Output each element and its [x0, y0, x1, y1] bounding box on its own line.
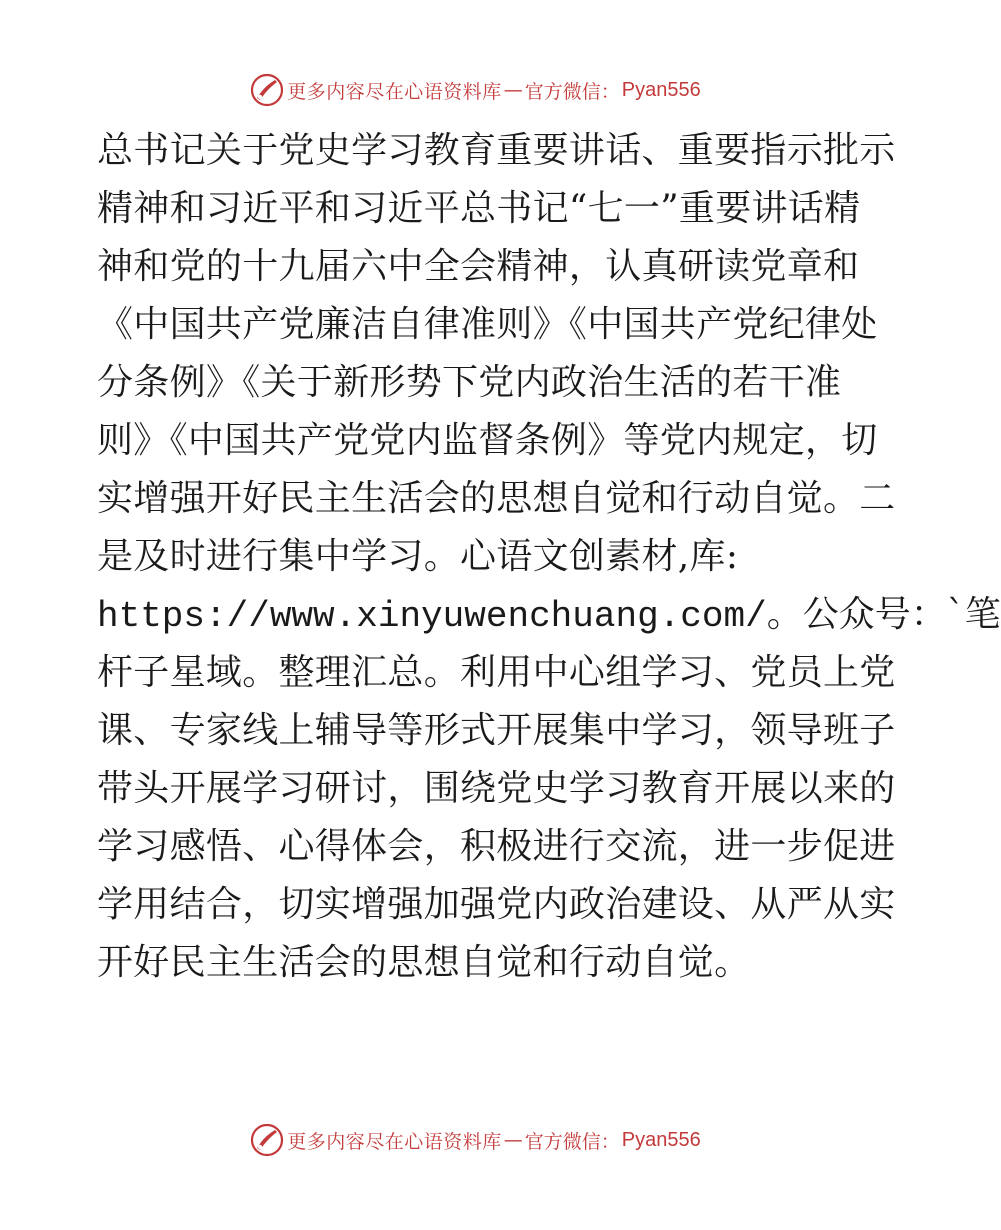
- footer-promo-text: 更多内容尽在心语资料库: [287, 1130, 502, 1153]
- body-line-7: 实增强开好民主生活会的思想自觉和行动自觉。二: [97, 478, 896, 519]
- header-wechat-label: 官方微信：: [524, 80, 620, 103]
- header-wechat-id: Pyan556: [621, 78, 701, 101]
- body-line-14: 学用结合，切实增强加强党内政治建设、从严从实: [97, 884, 896, 925]
- body-line-2: 精神和习近平和习近平总书记“七一”重要讲话精: [97, 188, 861, 229]
- footer-wechat-id: Pyan556: [621, 1128, 701, 1151]
- header-dash: —: [503, 79, 523, 101]
- footer-banner: [0, 1120, 950, 1160]
- document-body: [97, 122, 1001, 992]
- body-line-12: 带头开展学习研讨，围绕党史学习教育开展以来的: [97, 768, 896, 809]
- body-line-3: 神和党的十九届六中全会精神，认真研读党章和: [97, 246, 860, 287]
- body-line-8: 是及时进行集中学习。心语文创素材,库:: [97, 536, 739, 577]
- header-promo-text: 更多内容尽在心语资料库: [287, 80, 502, 103]
- body-line-1: 总书记关于党史学习教育重要讲话、重要指示批示: [97, 130, 896, 171]
- body-line-15: 开好民主生活会的思想自觉和行动自觉。: [97, 942, 751, 983]
- website-url[interactable]: https://www.xinyuwenchuang.com/: [97, 596, 767, 637]
- body-line-10: 杆子星域。整理汇总。利用中心组学习、党员上党: [97, 652, 896, 693]
- body-line-6: 则》《中国共产党党内监督条例》等党内规定，切: [97, 420, 878, 461]
- body-line-11: 课、专家线上辅导等形式开展集中学习，领导班子: [97, 710, 896, 751]
- body-line-4: 《中国共产党廉洁自律准则》《中国共产党纪律处: [97, 304, 878, 345]
- url-line-suffix: 。公众号：`笔: [766, 594, 1001, 635]
- footer-wechat-label: 官方微信：: [524, 1130, 620, 1153]
- pen-logo-icon: [249, 72, 285, 108]
- body-line-5: 分条例》《关于新形势下党内政治生活的若干准: [97, 362, 842, 403]
- footer-dash: —: [503, 1129, 523, 1151]
- body-line-13: 学习感悟、心得体会，积极进行交流，进一步促进: [97, 826, 896, 867]
- body-line-url: [97, 586, 1001, 644]
- pen-logo-icon: [249, 1122, 285, 1158]
- header-banner: [0, 70, 950, 110]
